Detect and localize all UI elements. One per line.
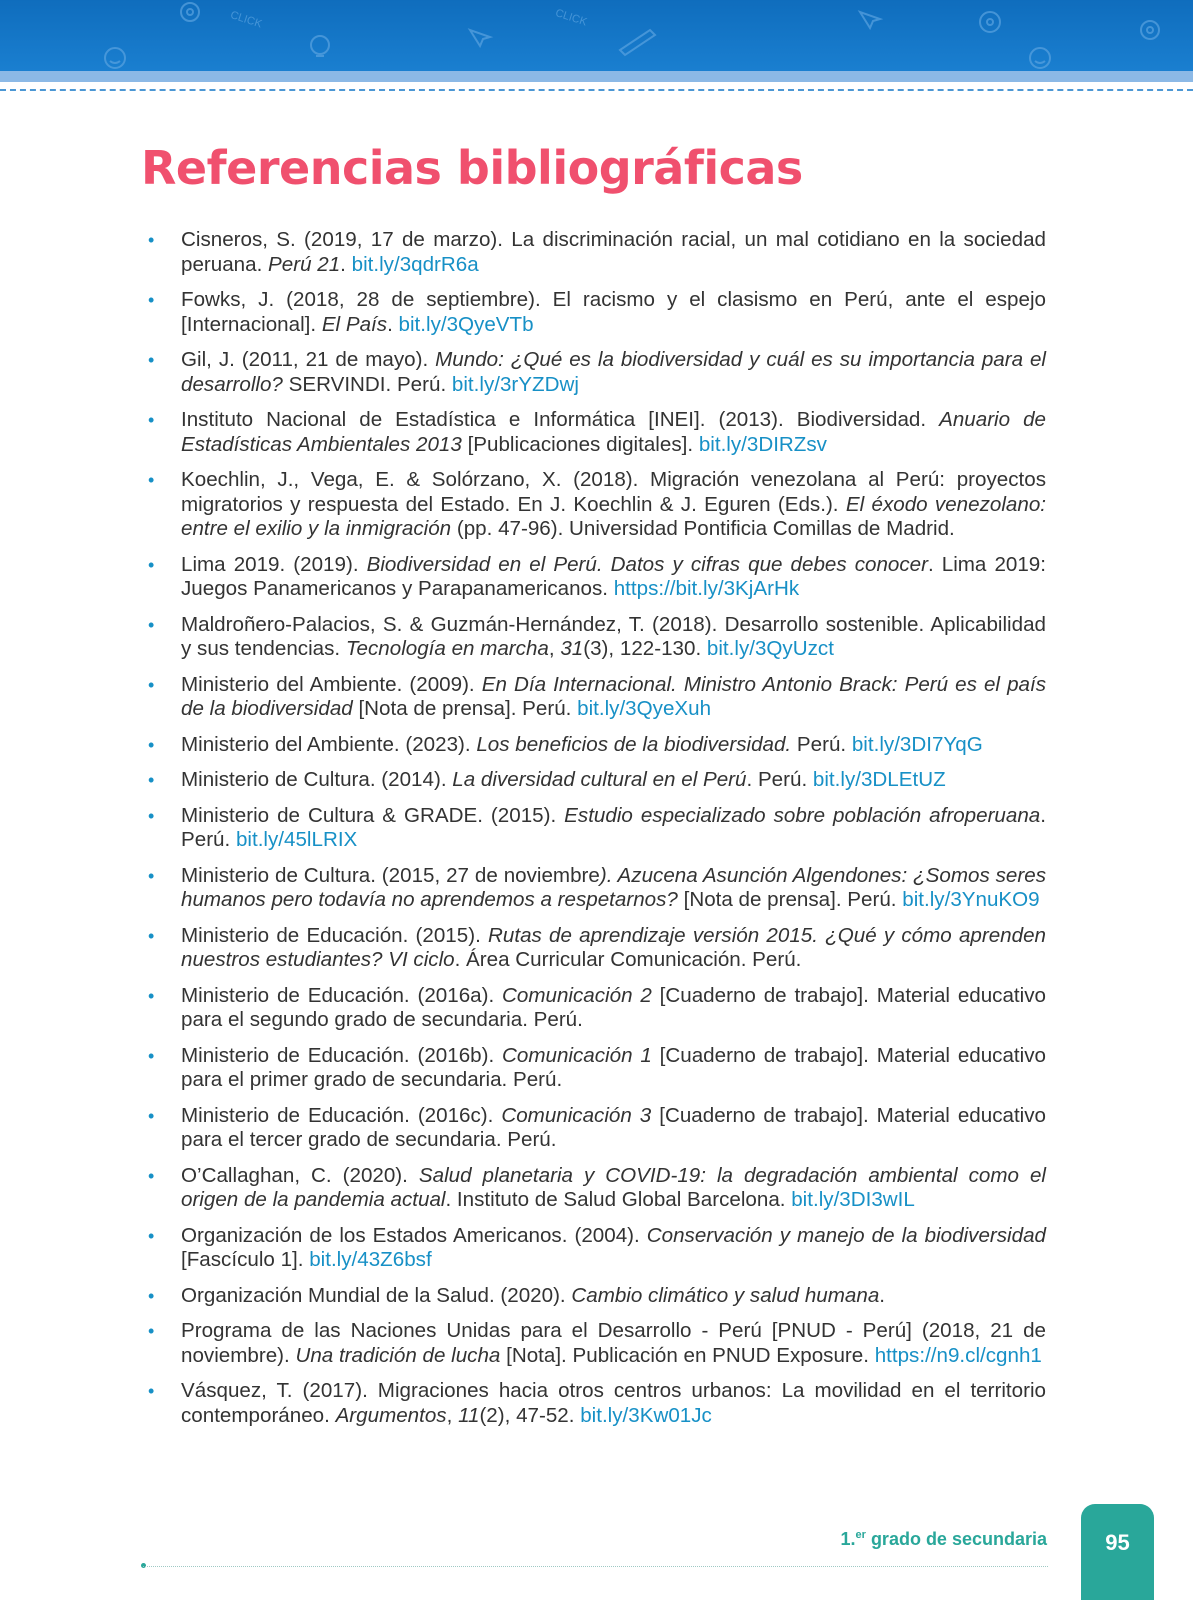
reference-text: [Nota de prensa]. Perú. bbox=[677, 888, 903, 911]
bullet-icon: • bbox=[148, 1285, 155, 1306]
reference-text: [Cuaderno de trabajo]. Material educativo para el tercer grado de secundaria. Perú. bbox=[181, 1103, 1046, 1151]
reference-text: [Nota de prensa]. Perú. bbox=[352, 697, 578, 720]
reference-link[interactable]: https://bit.ly/3KjArHk bbox=[613, 577, 800, 600]
bullet-icon: • bbox=[148, 985, 155, 1006]
reference-link[interactable]: bit.ly/3DI3wIL bbox=[791, 1188, 915, 1211]
reference-item bbox=[148, 468, 1046, 542]
reference-text: . Área Curricular Comunicación. Perú. bbox=[454, 948, 802, 971]
reference-text: . bbox=[387, 312, 399, 336]
reference-text: Fowks, J. (2018, 28 de septiembre). El racismo y el clasismo en Perú, ante el espejo [Internacional]. bbox=[181, 288, 1046, 336]
reference-text: Cisneros, S. (2019, 17 de marzo). La discriminación racial, un mal cotidiano en la sociedad peruana. bbox=[181, 228, 1046, 276]
reference-italic-text: Anuario de Estadísticas Ambientales 2013 bbox=[181, 408, 1046, 456]
page-number: 95 bbox=[1105, 1530, 1130, 1555]
reference-italic-text: En Día Internacional. Ministro Antonio Brack: Perú es el país de la biodiversidad bbox=[181, 672, 1047, 720]
reference-list bbox=[148, 228, 1046, 1439]
reference-item bbox=[148, 1044, 1046, 1093]
reference-text: Ministerio del Ambiente. (2009). bbox=[181, 672, 482, 696]
reference-text: [Fascículo 1]. bbox=[181, 1248, 310, 1271]
reference-text: . Lima 2019: Juegos Panamericanos y Parapanamericanos. bbox=[181, 552, 1046, 600]
reference-text: . Instituto de Salud Global Barcelona. bbox=[445, 1188, 792, 1211]
reference-item bbox=[148, 613, 1046, 662]
reference-text: Ministerio de Cultura. (2015, 27 de noviembre bbox=[181, 863, 600, 887]
reference-italic-text: Biodiversidad en el Perú. Datos y cifras que debes conocer bbox=[366, 552, 928, 576]
bullet-icon: • bbox=[148, 1045, 155, 1066]
reference-text: (3), 122-130. bbox=[583, 637, 707, 660]
bullet-icon: • bbox=[148, 925, 155, 946]
grade-number: 1. bbox=[840, 1529, 856, 1549]
reference-italic-text: Cambio climático y salud humana bbox=[571, 1283, 880, 1307]
reference-link[interactable]: bit.ly/3QyeVTb bbox=[398, 312, 534, 336]
footer-dotted-rule bbox=[143, 1566, 1048, 1567]
reference-link[interactable]: bit.ly/3rYZDwj bbox=[451, 372, 579, 396]
reference-text: Ministerio de Educación. (2016c). bbox=[181, 1103, 502, 1127]
reference-italic-text: Rutas de aprendizaje versión 2015. ¿Qué y cómo aprenden nuestros estudiantes? VI ciclo bbox=[181, 923, 1046, 971]
bullet-icon: • bbox=[148, 734, 155, 755]
reference-item bbox=[148, 1379, 1046, 1428]
page-title: Referencias bibliográficas bbox=[141, 141, 803, 195]
reference-link[interactable]: bit.ly/45lLRIX bbox=[235, 828, 358, 851]
bullet-icon: • bbox=[148, 290, 155, 310]
reference-italic-text: 11 bbox=[458, 1403, 480, 1427]
lightbulb-icon bbox=[311, 36, 329, 56]
reference-link[interactable]: bit.ly/3DIRZsv bbox=[698, 432, 827, 456]
bullet-icon: • bbox=[148, 1165, 155, 1186]
bullet-icon: • bbox=[148, 805, 155, 826]
reference-text: Ministerio del Ambiente. (2023). bbox=[181, 732, 477, 756]
reference-text: Ministerio de Educación. (2016a). bbox=[181, 983, 503, 1007]
grade-text: grado de secundaria bbox=[865, 1529, 1047, 1549]
gear-icon bbox=[1141, 21, 1159, 39]
header-decorative-band bbox=[0, 0, 1193, 71]
reference-link[interactable]: bit.ly/3qdrR6a bbox=[351, 252, 479, 276]
reference-text: Organización Mundial de la Salud. (2020). bbox=[181, 1283, 572, 1307]
reference-text: Perú. bbox=[791, 732, 852, 756]
header-light-stripe bbox=[0, 71, 1193, 82]
reference-italic-text: Estudio especializado sobre población afroperuana bbox=[564, 803, 1041, 827]
reference-text: , bbox=[548, 637, 561, 660]
reference-text: (2), 47-52. bbox=[479, 1403, 581, 1427]
gear-icon bbox=[181, 3, 199, 21]
bullet-icon: • bbox=[148, 1321, 155, 1341]
bullet-icon: • bbox=[148, 865, 155, 886]
reference-text: [Cuaderno de trabajo]. Material educativo para el primer grado de secundaria. Perú. bbox=[181, 1043, 1046, 1091]
smiley-icon bbox=[1030, 48, 1050, 68]
reference-text: . Perú. bbox=[746, 768, 813, 791]
bullet-icon: • bbox=[148, 554, 155, 575]
bullet-icon: • bbox=[148, 1105, 155, 1126]
bullet-icon: • bbox=[148, 350, 155, 370]
reference-italic-text: Comunicación 2 bbox=[502, 983, 652, 1007]
reference-link[interactable]: bit.ly/3DI7YqG bbox=[851, 732, 983, 756]
reference-italic-text: Mundo: ¿Qué es la biodiversidad y cuál es su importancia para el desarrollo? bbox=[181, 348, 1047, 396]
reference-item bbox=[148, 733, 1046, 758]
reference-text: Instituto Nacional de Estadística e Informática [INEI]. (2013). Biodiversidad. bbox=[181, 408, 940, 431]
reference-text: SERVINDI. Perú. bbox=[282, 372, 452, 396]
reference-link[interactable]: bit.ly/3Kw01Jc bbox=[580, 1403, 712, 1427]
reference-italic-text: Tecnología en marcha bbox=[345, 637, 549, 660]
reference-item bbox=[148, 768, 1046, 793]
reference-item bbox=[148, 288, 1046, 337]
reference-text: Koechlin, J., Vega, E. & Solórzano, X. (2018). Migración venezolana al Perú: proyectos migratorios y respuesta del Estado. En J. Koechlin & J. Eguren (Eds.). bbox=[181, 468, 1046, 516]
reference-text: Ministerio de Cultura & GRADE. (2015). bbox=[181, 803, 565, 827]
reference-italic-text: El País bbox=[321, 312, 388, 336]
bullet-icon: • bbox=[148, 674, 155, 695]
page-number-tab bbox=[1081, 1504, 1154, 1600]
reference-item bbox=[148, 228, 1046, 277]
reference-italic-text: Conservación y manejo de la biodiversidad bbox=[646, 1223, 1046, 1247]
reference-text: Gil, J. (2011, 21 de mayo). bbox=[181, 348, 436, 371]
cursor-icon bbox=[860, 12, 880, 28]
reference-text: Vásquez, T. (2017). Migraciones hacia otros centros urbanos: La movilidad en el territorio contemporáneo. bbox=[181, 1379, 1046, 1427]
reference-item bbox=[148, 1224, 1046, 1273]
reference-link[interactable]: bit.ly/3YnuKO9 bbox=[902, 888, 1040, 911]
reference-text: Ministerio de Educación. (2015). bbox=[181, 923, 489, 947]
reference-text: Ministerio de Educación. (2016b). bbox=[181, 1043, 503, 1067]
reference-italic-text: Una tradición de lucha bbox=[295, 1343, 501, 1367]
reference-link[interactable]: bit.ly/3QyeXuh bbox=[577, 697, 712, 720]
header-doodles bbox=[0, 0, 1193, 71]
reference-text: [Nota]. Publicación en PNUD Exposure. bbox=[500, 1343, 875, 1367]
smiley-icon bbox=[105, 48, 125, 68]
pencil-icon bbox=[620, 30, 655, 55]
reference-text: Ministerio de Cultura. (2014). bbox=[181, 768, 453, 791]
reference-italic-text: Comunicación 3 bbox=[501, 1103, 652, 1127]
reference-item bbox=[148, 1164, 1046, 1213]
reference-text: Maldroñero-Palacios, S. & Guzmán-Hernández, T. (2018). Desarrollo sostenible. Aplicabilidad y sus tendencias. bbox=[181, 612, 1046, 660]
reference-item bbox=[148, 924, 1046, 973]
reference-item bbox=[148, 553, 1046, 602]
reference-italic-text: El éxodo venezolano: entre el exilio y la inmigración bbox=[181, 492, 1046, 540]
reference-link[interactable]: bit.ly/43Z6bsf bbox=[309, 1248, 432, 1271]
bullet-icon: • bbox=[148, 1225, 155, 1246]
bullet-icon: • bbox=[148, 614, 155, 635]
reference-italic-text: 31 bbox=[560, 637, 584, 660]
grade-ordinal: er bbox=[855, 1529, 866, 1541]
bullet-icon: • bbox=[148, 410, 155, 430]
reference-text: [Cuaderno de trabajo]. Material educativo para el segundo grado de secundaria. Perú. bbox=[181, 983, 1046, 1031]
reference-link[interactable]: https://n9.cl/cgnh1 bbox=[874, 1343, 1042, 1367]
reference-italic-text: Perú 21 bbox=[268, 252, 341, 276]
reference-item bbox=[148, 984, 1046, 1033]
reference-text: [Publicaciones digitales]. bbox=[461, 432, 699, 456]
reference-text: . bbox=[879, 1283, 886, 1307]
reference-text: O’Callaghan, C. (2020). bbox=[181, 1163, 419, 1187]
reference-text: . Perú. bbox=[181, 803, 1046, 851]
decor-click-text: CLICK bbox=[553, 7, 589, 29]
reference-link[interactable]: bit.ly/3QyUzct bbox=[706, 637, 834, 660]
reference-text: Programa de las Naciones Unidas para el Desarrollo - Perú [PNUD - Perú] (2018, 21 de noviembre). bbox=[181, 1319, 1046, 1367]
reference-italic-text: La diversidad cultural en el Perú bbox=[452, 768, 747, 791]
bullet-icon: • bbox=[148, 230, 155, 250]
bullet-icon: • bbox=[148, 1381, 155, 1401]
reference-item bbox=[148, 804, 1046, 853]
bullet-icon: • bbox=[148, 470, 155, 490]
reference-text: . bbox=[340, 252, 352, 276]
reference-text: Organización de los Estados Americanos. (2004). bbox=[181, 1223, 647, 1247]
reference-italic-text: ). Azucena Asunción Algendones: ¿Somos seres humanos pero todavía no aprendemos a respetarnos? bbox=[181, 863, 1046, 911]
gear-icon bbox=[980, 12, 1000, 32]
reference-italic-text: Salud planetaria y COVID-19: la degradación ambiental como el origen de la pandemia actual bbox=[181, 1163, 1046, 1211]
reference-italic-text: Los beneficios de la biodiversidad. bbox=[476, 732, 792, 756]
reference-item bbox=[148, 1319, 1046, 1368]
reference-italic-text: Comunicación 1 bbox=[502, 1043, 652, 1067]
reference-item bbox=[148, 673, 1046, 722]
reference-italic-text: Argumentos bbox=[335, 1403, 447, 1427]
bullet-icon: • bbox=[148, 770, 155, 790]
reference-item bbox=[148, 348, 1046, 397]
grade-label bbox=[841, 1529, 1047, 1550]
reference-text: (pp. 47-96). Universidad Pontificia Comillas de Madrid. bbox=[451, 517, 955, 540]
reference-text: , bbox=[446, 1403, 459, 1427]
reference-text: Lima 2019. (2019). bbox=[181, 552, 367, 576]
reference-link[interactable]: bit.ly/3DLEtUZ bbox=[812, 768, 946, 791]
header-dashed-divider bbox=[0, 89, 1193, 91]
reference-item bbox=[148, 1284, 1046, 1309]
decor-click-text: CLICK bbox=[228, 9, 264, 31]
reference-item bbox=[148, 408, 1046, 457]
cursor-icon bbox=[470, 30, 490, 46]
reference-item bbox=[148, 864, 1046, 913]
reference-item bbox=[148, 1104, 1046, 1153]
